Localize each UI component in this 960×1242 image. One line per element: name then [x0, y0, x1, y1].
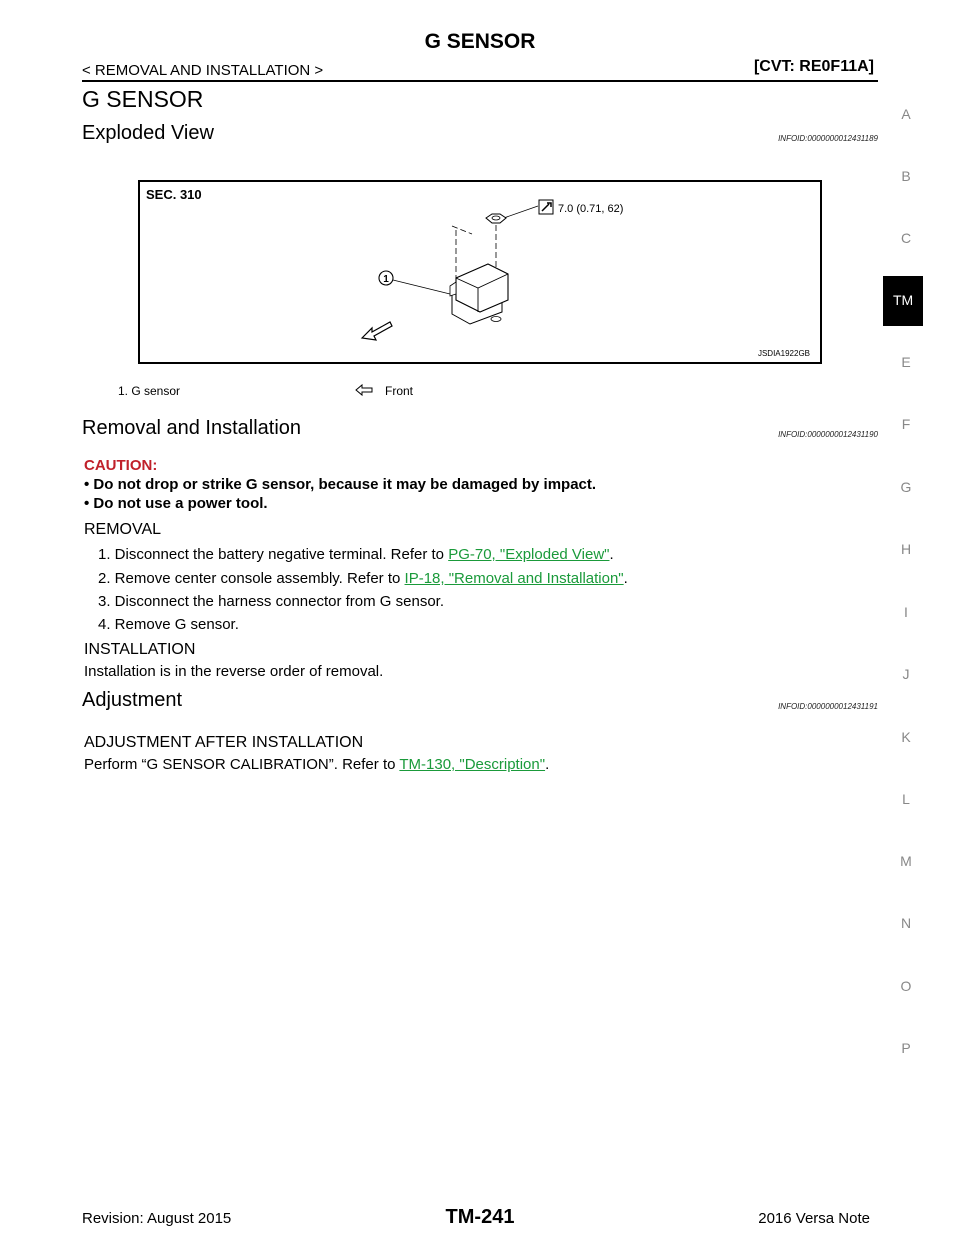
bullet-icon: • — [84, 476, 94, 493]
link-ip-18[interactable]: IP-18, "Removal and Installation" — [404, 570, 624, 587]
exploded-view-figure — [138, 180, 822, 364]
exploded-view-heading: Exploded View — [82, 122, 214, 144]
torque-wrench-icon — [539, 200, 553, 214]
removal-heading: REMOVAL — [84, 521, 162, 538]
side-index-letter[interactable]: F — [901, 416, 911, 432]
removal-installation-infoid: INFOID:0000000012431190 — [778, 430, 878, 439]
figure-id: JSDIA1922GB — [757, 349, 810, 358]
callout-number: 1 — [383, 274, 389, 285]
page-heading: G SENSOR — [82, 86, 204, 112]
caution-item: • Do not drop or strike G sensor, because it may be damaged by impact. — [84, 476, 597, 493]
side-index-letter[interactable]: L — [902, 791, 910, 807]
removal-step-3: 3. Disconnect the harness connector from G sensor. — [98, 593, 445, 610]
side-index-letter[interactable]: J — [902, 666, 910, 682]
g-sensor-illustration — [140, 182, 820, 362]
side-index-letter[interactable]: A — [901, 106, 911, 122]
side-index-letter[interactable]: K — [901, 729, 911, 745]
running-header-section: < REMOVAL AND INSTALLATION > — [82, 62, 324, 79]
side-index-letter[interactable]: C — [900, 230, 912, 246]
removal-installation-heading: Removal and Installation — [82, 417, 302, 439]
footer-revision: Revision: August 2015 — [82, 1210, 232, 1227]
legend-front: Front — [385, 384, 414, 398]
front-arrow-icon — [362, 322, 392, 340]
side-index-letter[interactable]: I — [904, 604, 908, 620]
adjustment-heading: Adjustment — [82, 689, 183, 711]
running-header-model: [CVT: RE0F11A] — [753, 58, 874, 75]
installation-text: Installation is in the reverse order of removal. — [84, 663, 384, 680]
footer-model: 2016 Versa Note — [758, 1210, 870, 1227]
running-header-title: G SENSOR — [424, 30, 536, 53]
footer-page-number: TM-241 — [445, 1206, 515, 1228]
header-rule — [82, 80, 878, 82]
caution-item: • Do not use a power tool. — [84, 495, 268, 512]
side-index-letter[interactable]: O — [900, 978, 912, 994]
side-index-active-tab[interactable] — [883, 276, 923, 326]
figure-sec-label: SEC. 310 — [146, 187, 202, 202]
adjustment-subheading: ADJUSTMENT AFTER INSTALLATION — [84, 734, 364, 751]
side-index-letter[interactable]: H — [900, 541, 912, 557]
g-sensor-part — [450, 264, 508, 324]
link-pg-70[interactable]: PG-70, "Exploded View" — [448, 546, 610, 563]
removal-step-4: 4. Remove G sensor. — [98, 616, 239, 633]
side-index-letter[interactable]: P — [901, 1040, 911, 1056]
side-index-letter[interactable]: E — [901, 354, 911, 370]
figure-torque-value: 7.0 (0.71, 62) — [558, 203, 624, 215]
exploded-view-infoid: INFOID:0000000012431189 — [778, 134, 878, 143]
link-tm-130[interactable]: TM-130, "Description" — [399, 756, 546, 773]
side-index-letter[interactable]: G — [900, 479, 912, 495]
adjustment-infoid: INFOID:0000000012431191 — [778, 702, 878, 711]
bullet-icon: • — [84, 495, 94, 512]
removal-step-2: 2. Remove center console assembly. Refer to IP-18, "Removal and Installation". — [98, 570, 628, 587]
adjustment-text: Perform “G SENSOR CALIBRATION”. Refer to TM-130, "Description". — [84, 756, 550, 773]
side-index-letter[interactable]: N — [900, 915, 912, 931]
side-index-active-label: TM — [893, 292, 914, 308]
legend-item-1: 1. G sensor — [118, 384, 181, 398]
legend-front-arrow-icon — [355, 383, 373, 402]
removal-step-1: 1. Disconnect the battery negative terminal. Refer to PG-70, "Exploded View". — [98, 546, 614, 563]
side-index-letter[interactable]: B — [901, 168, 911, 184]
caution-label: CAUTION: — [84, 457, 158, 474]
installation-heading: INSTALLATION — [84, 641, 196, 658]
side-index-letter[interactable]: M — [900, 853, 912, 869]
